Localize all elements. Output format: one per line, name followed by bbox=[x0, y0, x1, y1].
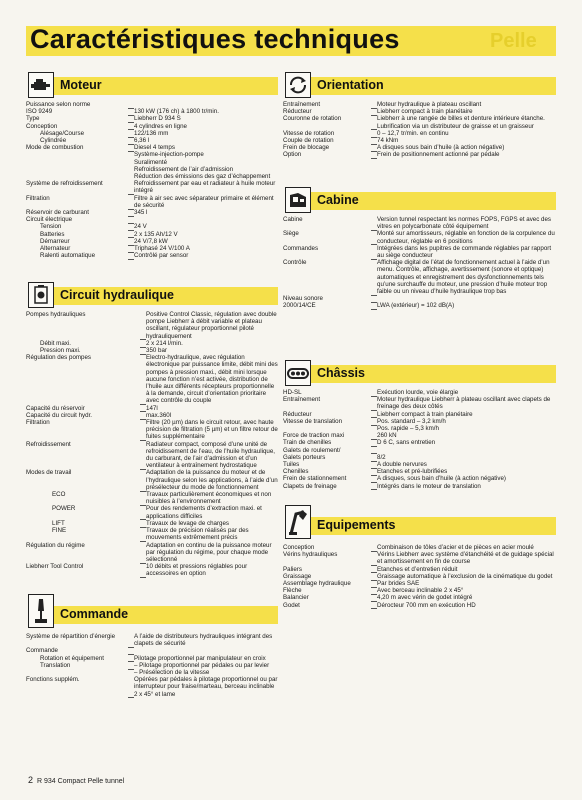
excavator-arm-icon bbox=[285, 505, 311, 539]
spec-value: Filtre à air sec avec séparateur primaire et élément de sécurité bbox=[134, 194, 274, 209]
spec-label: Graissage bbox=[283, 572, 312, 580]
section-title: Orientation bbox=[317, 78, 384, 92]
spec-row bbox=[26, 144, 278, 151]
spec-row bbox=[283, 245, 556, 259]
spec-label: Cylindrée bbox=[40, 137, 67, 145]
section-commande bbox=[26, 594, 278, 698]
spec-label: Régulation du régime bbox=[26, 541, 85, 549]
spec-label bbox=[26, 669, 128, 676]
spec-value: Triphasé 24 V/100 A bbox=[134, 245, 190, 253]
spec-row bbox=[26, 469, 278, 491]
spec-row bbox=[26, 166, 278, 173]
spec-label: Frein de stationnement bbox=[283, 475, 347, 483]
spec-row bbox=[283, 475, 556, 482]
spec-value: D 6 C, sans entretien bbox=[377, 439, 436, 447]
spec-label: ECO bbox=[52, 491, 66, 499]
spec-value: Frein de positionnement actionné par pédale bbox=[377, 151, 500, 159]
spec-row bbox=[26, 137, 278, 144]
spec-label: Force de traction maxi bbox=[283, 432, 345, 440]
spec-row bbox=[26, 505, 278, 519]
engine-icon bbox=[28, 72, 54, 98]
spec-label: Flèche bbox=[283, 587, 302, 595]
spec-value: 0 – 12,7 tr/min. en continu bbox=[377, 129, 449, 137]
spec-value bbox=[377, 295, 556, 302]
spec-label: Mode de combustion bbox=[26, 144, 84, 152]
spec-row bbox=[283, 295, 556, 302]
spec-value: Avec berceau inclinable 2 x 45° bbox=[377, 587, 464, 595]
spec-value: Intégrées dans les pupitres de commande réglables par rapport au siège conducteur bbox=[377, 244, 552, 260]
spec-row bbox=[283, 551, 556, 565]
page-title: Caractéristiques techniques bbox=[30, 24, 400, 54]
spec-label: Conception bbox=[283, 544, 315, 551]
spec-row bbox=[283, 101, 556, 108]
spec-row bbox=[283, 389, 556, 396]
joystick-icon bbox=[28, 594, 54, 628]
title-ghost-text: Pelle bbox=[490, 30, 537, 52]
spec-row bbox=[26, 311, 278, 340]
spec-row bbox=[26, 542, 278, 564]
spec-row bbox=[26, 123, 278, 130]
spec-value: Adaptation en continu de la puissance moteur par régulation du régime, pour chaque mode sélectionné bbox=[146, 541, 272, 563]
spec-row bbox=[283, 130, 556, 137]
spec-table bbox=[283, 101, 556, 159]
spec-value: Système-injection-pompe bbox=[134, 151, 204, 159]
spec-row bbox=[26, 520, 278, 527]
section-header bbox=[283, 72, 556, 100]
spec-label: Cabine bbox=[283, 216, 303, 223]
spec-row bbox=[283, 151, 556, 158]
spec-row bbox=[26, 245, 278, 252]
spec-table bbox=[26, 633, 278, 698]
spec-value: 130 kW (176 ch) à 1800 tr/min. bbox=[134, 108, 219, 116]
spec-label: Niveau sonore bbox=[283, 295, 323, 303]
spec-row bbox=[26, 354, 278, 404]
spec-value: 2 x 214 l/min. bbox=[146, 339, 183, 347]
spec-label: Pression maxi. bbox=[40, 347, 81, 355]
spec-label: Démarreur bbox=[40, 237, 70, 245]
spec-value: 24 V bbox=[134, 223, 147, 231]
spec-row bbox=[26, 441, 278, 470]
spec-row bbox=[283, 602, 556, 609]
spec-label: Système de répartition d’énergie bbox=[26, 633, 116, 640]
spec-label: 2000/14/CE bbox=[283, 302, 316, 310]
spec-label: Tension bbox=[40, 223, 62, 231]
spec-value: Affichage digital de l’état de fonctionnement actuel à l’aide d’un menu. Contrôle, affichage, avertissement (sonore et optique) automatiques et enregistrement des dysfonctionnements tels qu’une surchauffe du moteur, une pression d’huile moteur trop faible ou un niveau d’huile hydraulique trop bas bbox=[377, 259, 550, 296]
spec-label: Réducteur bbox=[283, 108, 312, 116]
spec-label: Vitesse de rotation bbox=[283, 129, 335, 137]
spec-value: Pos. standard – 3,2 km/h bbox=[377, 417, 446, 425]
spec-row bbox=[283, 137, 556, 144]
spec-row bbox=[283, 259, 556, 295]
spec-label: Godet bbox=[283, 601, 300, 609]
section-title: Cabine bbox=[317, 193, 359, 207]
footer-text: R 934 Compact Pelle tunnel bbox=[37, 778, 125, 785]
spec-value: A disques, sous bain d’huile (à action négative) bbox=[377, 475, 506, 483]
spec-value bbox=[134, 216, 278, 223]
spec-value: Liebherr à une rangée de billes et denture intérieure étanche. Lubrification via un distributeur de graisse et un graisseur bbox=[377, 115, 545, 130]
spec-row bbox=[26, 223, 278, 230]
spec-value: Intégrés dans le moteur de translation bbox=[377, 482, 481, 490]
spec-label: Galets de roulement/ bbox=[283, 446, 341, 454]
spec-row bbox=[26, 101, 278, 108]
spec-label bbox=[26, 151, 128, 158]
section-header bbox=[283, 187, 556, 215]
spec-value: – Présélection de la vitesse bbox=[134, 669, 210, 677]
spec-label: Galets porteurs bbox=[283, 453, 326, 461]
spec-label: Capacité du réservoir bbox=[26, 404, 85, 412]
spec-label bbox=[283, 425, 371, 432]
rotation-icon bbox=[285, 72, 311, 98]
spec-row bbox=[283, 447, 556, 454]
spec-row bbox=[283, 115, 556, 129]
spec-value: A l’aide de distributeurs hydrauliques intégrant des clapets de sécurité bbox=[134, 633, 273, 648]
spec-value: Graissage automatique à l’exclusion de la cinématique du godet bbox=[377, 572, 553, 580]
spec-row bbox=[283, 544, 556, 551]
section-title: Châssis bbox=[317, 366, 365, 380]
spec-value: A disques sous bain d’huile (à action négative) bbox=[377, 144, 505, 152]
spec-value: Liebherr compact à train planétaire bbox=[377, 108, 473, 116]
spec-label: POWER bbox=[52, 505, 76, 513]
spec-value: max.360l bbox=[146, 411, 172, 419]
spec-row bbox=[283, 108, 556, 115]
spec-label: HD-SL bbox=[283, 389, 302, 396]
spec-row bbox=[283, 580, 556, 587]
spec-value: Etanches et d’entretien réduit bbox=[377, 565, 458, 573]
spec-row bbox=[26, 209, 278, 216]
spec-value: 4,20 m avec vérin de godet intégré bbox=[377, 594, 473, 602]
spec-label: Vitesse de translation bbox=[283, 417, 343, 425]
spec-table bbox=[26, 101, 278, 260]
spec-row bbox=[283, 425, 556, 432]
spec-row bbox=[283, 566, 556, 573]
spec-value: Opérées par pédales à pilotage proportionnel ou par interrupteur pour fraise/marteau, berceau inclinable 2 x 45° et lame bbox=[134, 676, 278, 698]
spec-value: Pilotage proportionnel par manipulateur en croix bbox=[134, 654, 266, 662]
spec-value: Version tunnel respectant les normes FOPS, FGPS et avec des vitres en polycarbonate côté équipement bbox=[377, 216, 552, 231]
spec-value: Réduction des émissions des gaz d’échappement bbox=[134, 173, 271, 181]
spec-value: 10 débits et pressions réglables pour accessoires en option bbox=[146, 563, 248, 578]
spec-row bbox=[26, 676, 278, 698]
spec-value: – Pilotage proportionnel par pédales ou par levier bbox=[134, 661, 270, 669]
spec-label: Ralenti automatique bbox=[40, 252, 96, 260]
spec-value: Radiateur compact, composé d’une unité de refroidissement de l’eau, de l’huile hydraulique, du carburant, de l’air d’admission et d’un ventilateur à entraînement hydrostatique bbox=[146, 440, 275, 470]
spec-label bbox=[26, 166, 128, 173]
spec-row bbox=[283, 396, 556, 410]
spec-value: 260 kN bbox=[377, 432, 397, 440]
section-header bbox=[26, 594, 278, 632]
spec-value: 8/2 bbox=[377, 453, 386, 461]
spec-value: Positive Control Classic, régulation avec double pompe Liebherr à débit variable et plateau oscillant, régulateur proportionnel piloté hydrauliquement bbox=[146, 311, 277, 340]
spec-row bbox=[26, 633, 278, 647]
spec-label: ISO 9249 bbox=[26, 108, 53, 116]
spec-label: Batteries bbox=[40, 230, 65, 238]
spec-value: Vérins Liebherr avec système d’étanchéité et de guidage spécial et amortissement en fin de course bbox=[377, 551, 554, 566]
spec-value: Travaux de levage de charges bbox=[146, 519, 230, 527]
spec-label: Liebherr Tool Control bbox=[26, 563, 84, 571]
spec-value: Liebherr D 934 S bbox=[134, 115, 181, 123]
spec-row bbox=[26, 231, 278, 238]
spec-row bbox=[26, 115, 278, 122]
spec-label: Filtration bbox=[26, 419, 50, 427]
spec-row bbox=[283, 230, 556, 244]
cab-icon bbox=[285, 187, 311, 213]
spec-value: Travaux de précision réalisés par des mouvements extrêmement précis bbox=[146, 527, 249, 542]
spec-table bbox=[26, 311, 278, 578]
spec-row bbox=[26, 527, 278, 541]
spec-value: Par brides SAE bbox=[377, 580, 420, 588]
spec-value: Pos. rapide – 5,3 km/h bbox=[377, 425, 439, 433]
spec-value: Monté sur amortisseurs, réglable en fonction de la corpulence du conducteur, réglable en 6 positions bbox=[377, 230, 555, 245]
spec-label: Tuiles bbox=[283, 461, 300, 469]
spec-label: Régulation des pompes bbox=[26, 354, 92, 362]
spec-row bbox=[283, 454, 556, 461]
spec-label: Paliers bbox=[283, 565, 302, 573]
spec-row bbox=[283, 483, 556, 490]
spec-table bbox=[283, 216, 556, 310]
section-cabine bbox=[283, 187, 556, 310]
spec-label bbox=[26, 159, 128, 166]
spec-label: Clapets de freinage bbox=[283, 482, 337, 490]
spec-label: Chenilles bbox=[283, 468, 309, 476]
spec-value: Pour des rendements d’extraction maxi. et applications difficiles bbox=[146, 505, 262, 520]
section-header bbox=[283, 505, 556, 543]
hydraulic-oil-icon bbox=[28, 282, 54, 308]
section-moteur bbox=[26, 72, 278, 260]
spec-label: Pompes hydrauliques bbox=[26, 311, 86, 318]
spec-row bbox=[26, 340, 278, 347]
spec-label: Modes de travail bbox=[26, 469, 72, 477]
spec-row bbox=[26, 173, 278, 180]
spec-label: Fonctions supplém. bbox=[26, 676, 80, 684]
spec-label: Commandes bbox=[283, 244, 319, 252]
spec-label: Option bbox=[283, 151, 302, 159]
spec-row bbox=[26, 412, 278, 419]
spec-row bbox=[283, 468, 556, 475]
spec-value: Refroidissement par eau et radiateur à huile moteur intégré bbox=[134, 180, 276, 195]
spec-row bbox=[26, 405, 278, 412]
spec-value: 6,36 l bbox=[134, 137, 150, 145]
spec-table bbox=[283, 389, 556, 490]
spec-row bbox=[26, 563, 278, 577]
spec-value: 345 l bbox=[134, 209, 148, 217]
spec-label: Siège bbox=[283, 230, 299, 238]
spec-value: LWA (extérieur) = 102 dB(A) bbox=[377, 302, 455, 310]
section-header bbox=[283, 360, 556, 388]
spec-row bbox=[26, 216, 278, 223]
spec-value bbox=[134, 101, 278, 108]
spec-table bbox=[283, 544, 556, 609]
section-circuit-hydraulique bbox=[26, 282, 278, 578]
spec-label: Train de chenilles bbox=[283, 439, 332, 447]
spec-label: Type bbox=[26, 115, 40, 123]
spec-label: Circuit électrique bbox=[26, 216, 73, 224]
spec-row bbox=[26, 130, 278, 137]
spec-label: Réducteur bbox=[283, 410, 312, 418]
spec-row bbox=[26, 180, 278, 194]
spec-row bbox=[283, 587, 556, 594]
section-title: Equipements bbox=[317, 518, 396, 532]
spec-label bbox=[26, 173, 128, 180]
spec-row bbox=[283, 439, 556, 446]
spec-row bbox=[283, 144, 556, 151]
spec-label: Vérins hydrauliques bbox=[283, 551, 338, 559]
spec-value: Contrôlé par sensor bbox=[134, 252, 189, 260]
spec-value bbox=[134, 647, 278, 654]
spec-row bbox=[26, 252, 278, 259]
spec-value: Etanches et pré-lubrifiées bbox=[377, 468, 448, 476]
spec-row bbox=[283, 461, 556, 468]
spec-value: Refroidissement de l’air d’admission bbox=[134, 165, 234, 173]
spec-label: Translation bbox=[40, 661, 71, 669]
spec-label: Refroidissement bbox=[26, 440, 71, 448]
spec-label: Assemblage hydraulique bbox=[283, 580, 351, 588]
section-title: Moteur bbox=[60, 78, 102, 92]
spec-value: 24 V/7,8 kW bbox=[134, 237, 168, 245]
spec-value: A double nervures bbox=[377, 461, 427, 469]
spec-row bbox=[26, 662, 278, 669]
spec-label: Entraînement bbox=[283, 396, 321, 404]
spec-label: Débit maxi. bbox=[40, 339, 71, 347]
spec-label: Filtration bbox=[26, 194, 50, 202]
spec-value: 147l bbox=[146, 404, 158, 412]
spec-value: Travaux particulièrement économiques et non nuisibles à l’environnement bbox=[146, 491, 272, 506]
spec-label: Rotation et équipement bbox=[40, 654, 104, 662]
spec-value: Liebherr compact à train planétaire bbox=[377, 410, 473, 418]
spec-value: 2 x 135 Ah/12 V bbox=[134, 230, 178, 238]
spec-value: 350 bar bbox=[146, 347, 167, 355]
spec-value bbox=[377, 447, 556, 454]
spec-label: Alésage/Course bbox=[40, 129, 85, 137]
section-equipements bbox=[283, 505, 556, 609]
spec-row bbox=[283, 573, 556, 580]
spec-value: 4 cylindres en ligne bbox=[134, 122, 187, 130]
spec-label: Capacité du circuit hydr. bbox=[26, 411, 93, 419]
spec-label: Alternateur bbox=[40, 245, 71, 253]
spec-label: Réservoir de carburant bbox=[26, 209, 89, 217]
spec-row bbox=[26, 347, 278, 354]
spec-row bbox=[283, 411, 556, 418]
spec-label: Balancier bbox=[283, 594, 309, 602]
section-title: Circuit hydraulique bbox=[60, 288, 174, 302]
section-header bbox=[26, 282, 278, 310]
spec-value: Moteur hydraulique à plateau oscillant bbox=[377, 101, 482, 108]
spec-row bbox=[283, 594, 556, 601]
spec-row bbox=[26, 195, 278, 209]
spec-row bbox=[26, 669, 278, 676]
spec-row bbox=[283, 302, 556, 309]
spec-value: Electro-hydraulique, avec régulation électronique par puissance limite, débit mini des pompes à pression maxi., débit mini lorsque aucune fonction n’est activée, distribution de l’huile aux différents récepteurs proportionnelle à la demande, circuit d’orientation prioritaire avec contrôle du couple bbox=[146, 354, 278, 405]
spec-label: Puissance selon norme bbox=[26, 101, 91, 108]
spec-label: Couple de rotation bbox=[283, 137, 334, 145]
spec-value: Dérocteur 700 mm en exécution HD bbox=[377, 601, 476, 609]
page-number: 2 bbox=[28, 775, 34, 785]
spec-value: Diesel 4 temps bbox=[134, 144, 175, 152]
spec-label: Commande bbox=[26, 647, 58, 655]
section-header bbox=[26, 72, 278, 100]
spec-value: Combinaison de tôles d’acier et de pièces en acier moulé bbox=[377, 544, 534, 551]
spec-label: Entraînement bbox=[283, 101, 321, 108]
spec-value: Suralimenté bbox=[134, 158, 168, 166]
spec-label: FINE bbox=[52, 527, 67, 535]
spec-value: Exécution lourde, voie élargie bbox=[377, 389, 459, 396]
spec-label: Frein de blocage bbox=[283, 144, 330, 152]
spec-value: 122/136 mm bbox=[134, 129, 169, 137]
crawler-icon bbox=[285, 360, 311, 386]
spec-row bbox=[26, 238, 278, 245]
spec-value: Filtre (20 µm) dans le circuit retour, avec haute précision de filtration (5 µm) et un filtre retour de fuites supplémentaire bbox=[146, 419, 278, 441]
section-chassis bbox=[283, 360, 556, 490]
spec-row bbox=[26, 419, 278, 441]
section-title: Commande bbox=[60, 607, 129, 621]
spec-label: LIFT bbox=[52, 519, 65, 527]
spec-row bbox=[26, 159, 278, 166]
spec-value: Moteur hydraulique Liebherr à plateau oscillant avec clapets de freinage des deux côtés bbox=[377, 396, 551, 411]
spec-row bbox=[283, 216, 556, 230]
page-footer bbox=[28, 775, 124, 785]
spec-label: Système de refroidissement bbox=[26, 180, 103, 188]
spec-row bbox=[26, 151, 278, 158]
spec-row bbox=[283, 432, 556, 439]
spec-row bbox=[283, 418, 556, 425]
spec-row bbox=[26, 491, 278, 505]
spec-value: Adaptation de la puissance du moteur et de l’hydraulique selon les applications, à l’aide d’un présélecteur du mode de fonctionnement bbox=[146, 469, 278, 491]
spec-value: 74 kNm bbox=[377, 137, 399, 145]
spec-label: Couronne de rotation bbox=[283, 115, 342, 123]
section-orientation bbox=[283, 72, 556, 159]
spec-label: Contrôle bbox=[283, 259, 307, 267]
spec-row bbox=[26, 108, 278, 115]
spec-row bbox=[26, 647, 278, 654]
spec-row bbox=[26, 655, 278, 662]
spec-label: Conception bbox=[26, 122, 58, 130]
